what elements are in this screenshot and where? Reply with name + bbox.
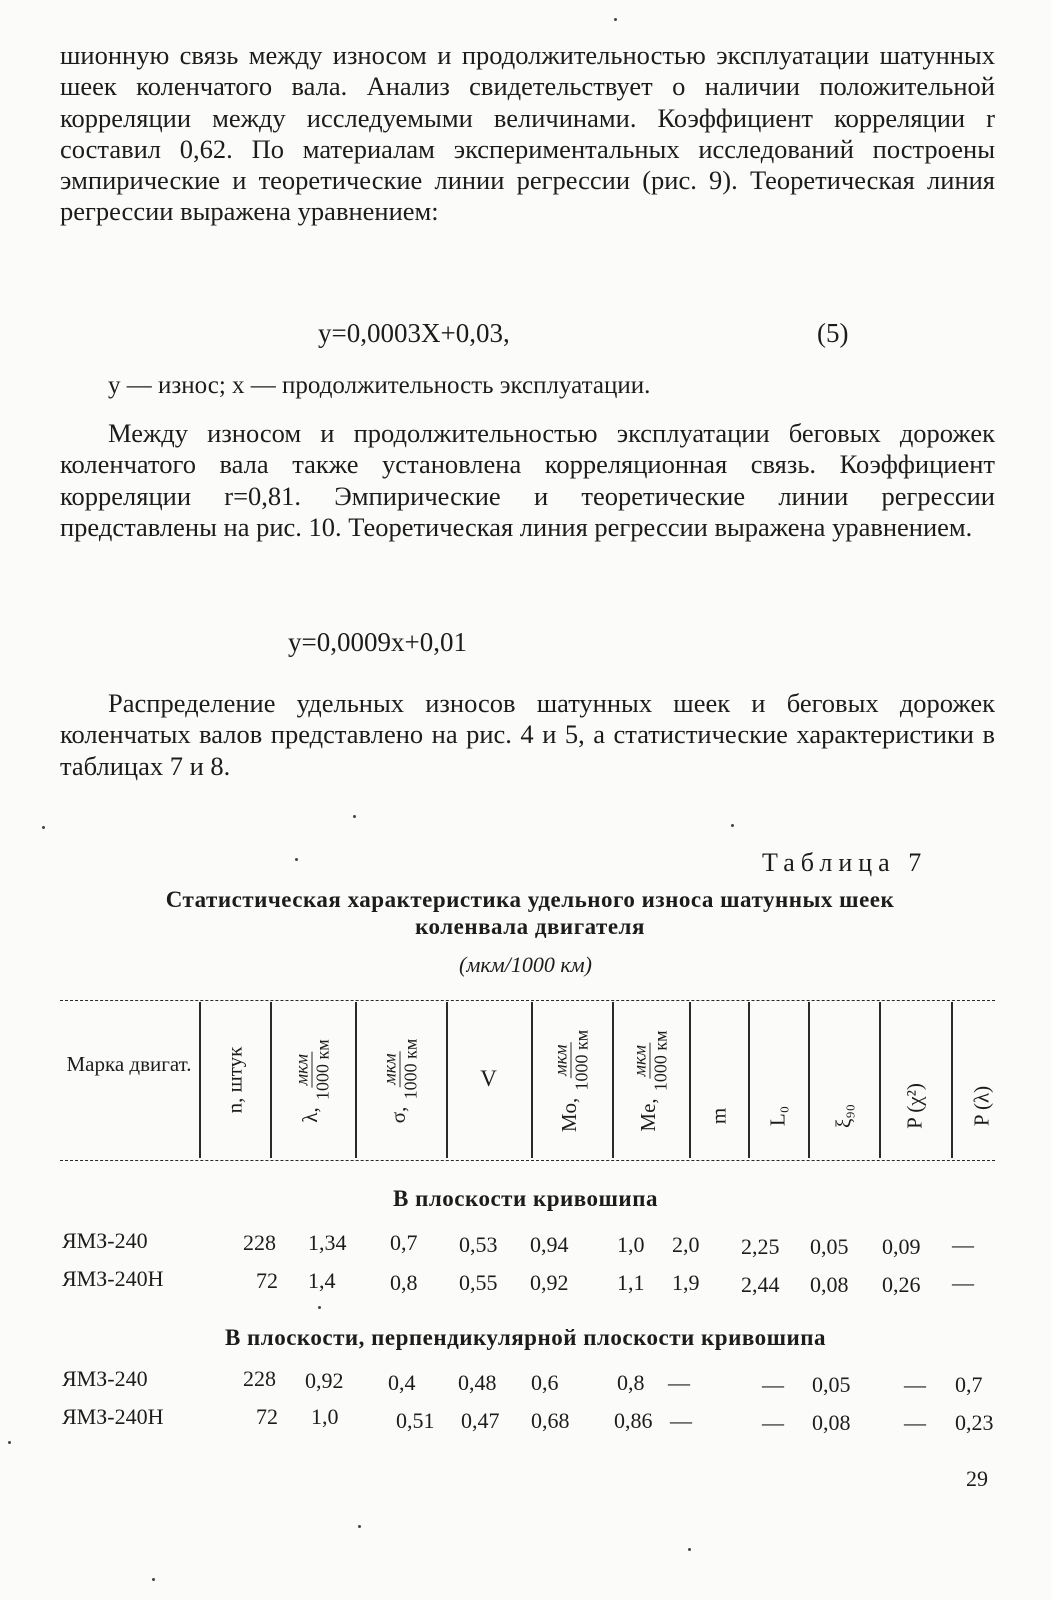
cell-lambda: 1,0 xyxy=(311,1404,339,1429)
cell-mo: 0,92 xyxy=(530,1270,569,1295)
scan-speck xyxy=(295,858,298,861)
header-marka: Марка двигат. xyxy=(66,1052,192,1076)
cell-lambda: 1,34 xyxy=(308,1230,347,1255)
cell-v: 0,55 xyxy=(459,1270,498,1295)
table-title: Статистическая характеристика удельного износа шатунных шеек коленвала двигателя xyxy=(165,887,895,939)
section-perpendicular-plane: В плоскости, перпендикулярной плоскости кривошипа xyxy=(224,1325,827,1350)
header-me-symbol: Me, xyxy=(635,1098,660,1132)
cell-me: 1,0 xyxy=(617,1232,645,1257)
header-plambda: P (λ) xyxy=(969,1085,994,1127)
header-v: V xyxy=(480,1066,497,1091)
scan-speck xyxy=(731,824,734,827)
cell-eps: 0,05 xyxy=(812,1372,851,1397)
paragraph-correlation-journals: шионную связь между износом и продолжительностью эксплуатации шатунных шеек коленчатого вала. Анализ свидетельствует о наличии положительной корреляции между исследуемыми величинами. Коэффициент корреляции r составил 0,62. По материалам экспериментальных исследований построены эмпирические и теоретические линии регрессии (рис. 9). Теоретическая линия регрессии выражена уравнением: xyxy=(60,40,995,227)
cell-n: 228 xyxy=(243,1366,276,1391)
cell-n: 72 xyxy=(256,1268,278,1293)
equation-races: y=0,0009x+0,01 xyxy=(288,627,467,657)
header-mo-denominator: 1000 км xyxy=(571,1029,592,1091)
paragraph-distribution: Распределение удельных износов шатунных шеек и беговых дорожек коленчатых валов представлено на рис. 4 и 5, а статистические характеристики в таблицах 7 и 8. xyxy=(60,688,995,781)
scan-speck xyxy=(8,1441,11,1444)
cell-l0: 2,25 xyxy=(741,1234,780,1259)
cell-engine: ЯМЗ-240 xyxy=(62,1366,148,1391)
cell-v: 0,53 xyxy=(459,1232,498,1257)
header-mo-symbol: Mo, xyxy=(556,1097,581,1133)
table-header-bottom-rule xyxy=(60,1160,995,1161)
scan-speck xyxy=(318,1306,321,1309)
header-sigma-denominator: 1000 км xyxy=(400,1038,421,1100)
cell-eps: 0,08 xyxy=(810,1272,849,1297)
column-divider xyxy=(355,1002,357,1158)
cell-lambda: 1,4 xyxy=(308,1268,336,1293)
cell-mo: 0,94 xyxy=(530,1232,569,1257)
header-me-numerator: мкм xyxy=(629,1045,650,1077)
column-divider xyxy=(879,1002,881,1158)
scan-speck xyxy=(152,1578,155,1581)
scan-speck xyxy=(688,1548,691,1551)
cell-mo: 0,68 xyxy=(531,1408,570,1433)
scan-speck xyxy=(614,18,617,21)
column-divider xyxy=(270,1002,272,1158)
cell-sigma: 0,8 xyxy=(390,1270,418,1295)
cell-l0: — xyxy=(762,1372,784,1397)
column-divider xyxy=(199,1002,201,1158)
cell-lambda: 0,92 xyxy=(305,1368,344,1393)
table-units: (мкм/1000 км) xyxy=(459,952,592,977)
header-eps: ξ₉₀ xyxy=(831,1103,856,1129)
header-lambda-fraction xyxy=(292,1037,333,1102)
cell-plambda: — xyxy=(952,1232,974,1257)
column-divider xyxy=(531,1002,533,1158)
equation-legend: у — износ; х — продолжительность эксплуатации. xyxy=(108,372,651,399)
header-mo-numerator: мкм xyxy=(550,1044,571,1076)
column-divider xyxy=(808,1002,810,1158)
header-mo xyxy=(551,1028,592,1132)
header-lambda xyxy=(292,1037,333,1122)
header-lambda-numerator: мкм xyxy=(291,1053,312,1086)
cell-sigma: 0,4 xyxy=(388,1370,416,1395)
cell-m: 1,9 xyxy=(672,1270,700,1295)
cell-pchi: — xyxy=(904,1372,926,1397)
header-mo-fraction xyxy=(551,1028,592,1093)
cell-eps: 0,08 xyxy=(812,1410,851,1435)
cell-plambda: 0,23 xyxy=(955,1410,994,1435)
scan-speck xyxy=(42,826,45,829)
cell-l0: — xyxy=(762,1410,784,1435)
cell-sigma: 0,7 xyxy=(390,1230,418,1255)
cell-m: — xyxy=(670,1408,692,1433)
header-n: n, штук xyxy=(222,1046,247,1114)
cell-plambda: 0,7 xyxy=(955,1372,983,1397)
header-m: m xyxy=(706,1107,731,1125)
header-lambda-denominator: 1000 км xyxy=(312,1039,333,1100)
header-l0: L₀ xyxy=(765,1105,790,1127)
header-sigma-fraction xyxy=(380,1037,421,1102)
cell-pchi: — xyxy=(904,1410,926,1435)
column-divider xyxy=(612,1002,614,1158)
cell-plambda: — xyxy=(952,1270,974,1295)
cell-me: 1,1 xyxy=(617,1270,645,1295)
column-divider xyxy=(951,1002,953,1158)
scan-speck xyxy=(358,1525,361,1528)
cell-eps: 0,05 xyxy=(810,1234,849,1259)
header-me-fraction xyxy=(630,1028,671,1093)
cell-n: 228 xyxy=(243,1230,276,1255)
cell-pchi: 0,09 xyxy=(882,1234,921,1259)
header-me xyxy=(630,1028,671,1131)
table-number: Таблица 7 xyxy=(762,848,928,877)
cell-v: 0,48 xyxy=(458,1370,497,1395)
table-top-rule xyxy=(60,1000,995,1001)
cell-v: 0,47 xyxy=(461,1408,500,1433)
cell-me: 0,86 xyxy=(614,1408,653,1433)
cell-pchi: 0,26 xyxy=(882,1272,921,1297)
cell-engine: ЯМЗ-240Н xyxy=(62,1404,164,1429)
cell-n: 72 xyxy=(256,1404,278,1429)
header-sigma-symbol: σ, xyxy=(385,1106,410,1124)
cell-l0: 2,44 xyxy=(741,1272,780,1297)
cell-m: 2,0 xyxy=(672,1232,700,1257)
header-sigma-numerator: мкм xyxy=(379,1053,400,1085)
column-divider xyxy=(689,1002,691,1158)
cell-engine: ЯМЗ-240 xyxy=(62,1228,148,1253)
header-me-denominator: 1000 км xyxy=(650,1030,671,1092)
scan-speck xyxy=(353,815,356,818)
column-divider xyxy=(748,1002,750,1158)
paragraph-correlation-races: Между износом и продолжительностью эксплуатации беговых дорожек коленчатого вала также установлена корреляционная связь. Коэффициент корреляции r=0,81. Эмпирические и теоретические линии регрессии представлены на рис. 10. Теоретическая линия регрессии выражена уравнением. xyxy=(60,418,995,542)
cell-me: 0,8 xyxy=(617,1370,645,1395)
page-number: 29 xyxy=(966,1466,988,1491)
section-crank-plane: В плоскости кривошипа xyxy=(393,1186,658,1211)
header-sigma xyxy=(380,1037,421,1123)
cell-m: — xyxy=(668,1370,690,1395)
header-pchi: P (χ²) xyxy=(902,1083,927,1129)
header-lambda-symbol: λ, xyxy=(297,1107,322,1123)
cell-mo: 0,6 xyxy=(531,1370,559,1395)
cell-sigma: 0,51 xyxy=(396,1408,435,1433)
cell-engine: ЯМЗ-240Н xyxy=(62,1266,164,1291)
equation-5: y=0,0003X+0,03, xyxy=(318,318,510,348)
equation-5-number: (5) xyxy=(817,318,849,348)
